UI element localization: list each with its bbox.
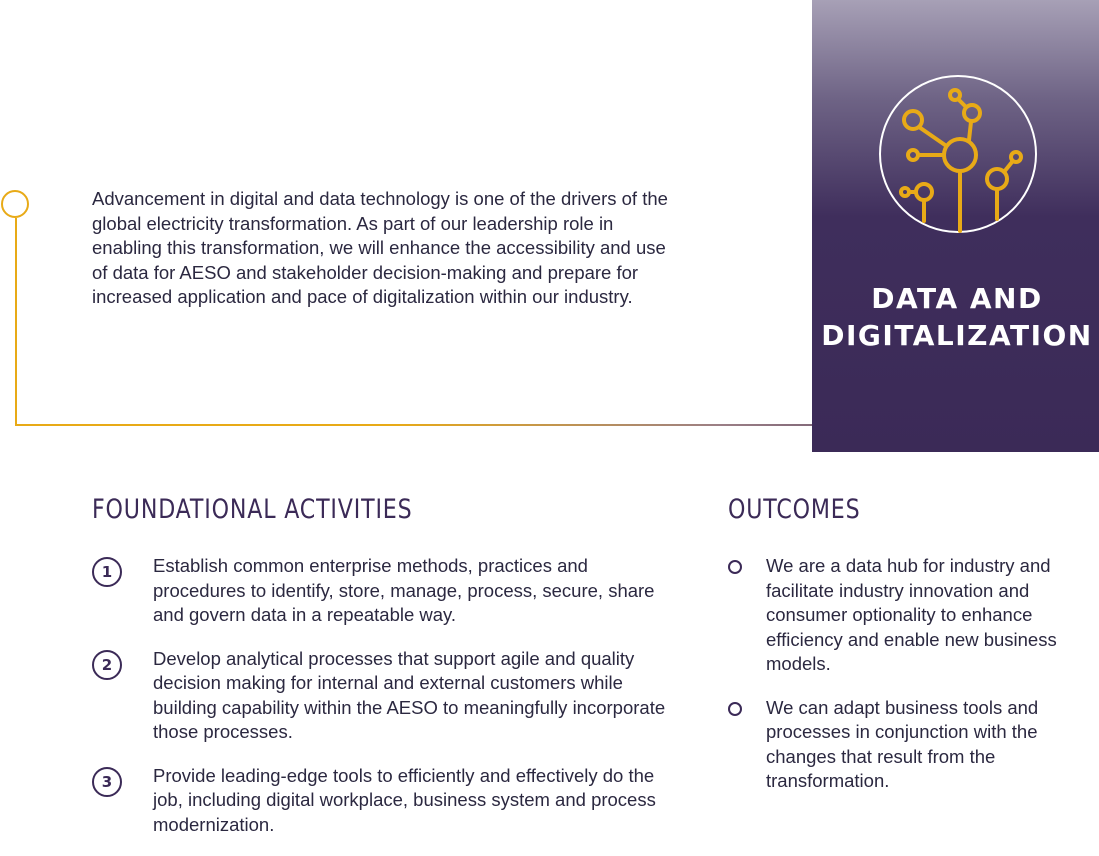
outcomes-list bbox=[728, 554, 1088, 813]
timeline-line-vertical bbox=[15, 218, 17, 426]
activity-item bbox=[92, 554, 672, 628]
outcome-item bbox=[728, 696, 1088, 794]
activity-text: Establish common enterprise methods, practices and procedures to identify, store, manage, process, secure, share and govern data in a repeatable way. bbox=[153, 555, 655, 625]
foundational-activities-heading: FOUNDATIONAL ACTIVITIES bbox=[92, 494, 413, 525]
number-badge: 3 bbox=[92, 767, 122, 797]
circle-bullet-icon bbox=[728, 560, 742, 574]
activity-item bbox=[92, 764, 672, 838]
outcome-item bbox=[728, 554, 1088, 677]
activity-text: Provide leading-edge tools to efficiently and effectively do the job, including digital workplace, business system and process modernization. bbox=[153, 764, 656, 835]
number-badge: 1 bbox=[92, 557, 122, 587]
activity-item bbox=[92, 647, 672, 745]
outcome-text: We can adapt business tools and processes in conjunction with the changes that result from the transformation. bbox=[766, 696, 1039, 791]
hero-title bbox=[812, 280, 1099, 354]
outcome-text: We are a data hub for industry and facilitate industry innovation and consumer optionality to enhance efficiency and enable new business models. bbox=[766, 555, 1057, 674]
circuit-network-icon bbox=[877, 73, 1039, 235]
timeline-dot bbox=[1, 190, 29, 218]
intro-paragraph: Advancement in digital and data technology is one of the drivers of the global electricity transformation. As part of our leadership role in enabling this transformation, we will enhance the accessibility and use of data for AESO and stakeholder decision-making and prepare for increased application and pace of digitalization within our industry. bbox=[92, 188, 668, 307]
number-badge: 2 bbox=[92, 650, 122, 680]
activity-text: Develop analytical processes that support agile and quality decision making for internal and external customers while building capability within the AESO to meaningfully incorporate those processes. bbox=[153, 647, 666, 742]
outcomes-heading: OUTCOMES bbox=[728, 494, 861, 525]
hero-title-line-2: DIGITALIZATION bbox=[821, 319, 1093, 352]
hero-title-line-1: DATA AND bbox=[871, 282, 1043, 315]
foundational-activities-list bbox=[92, 554, 672, 856]
circle-bullet-icon bbox=[728, 702, 742, 716]
